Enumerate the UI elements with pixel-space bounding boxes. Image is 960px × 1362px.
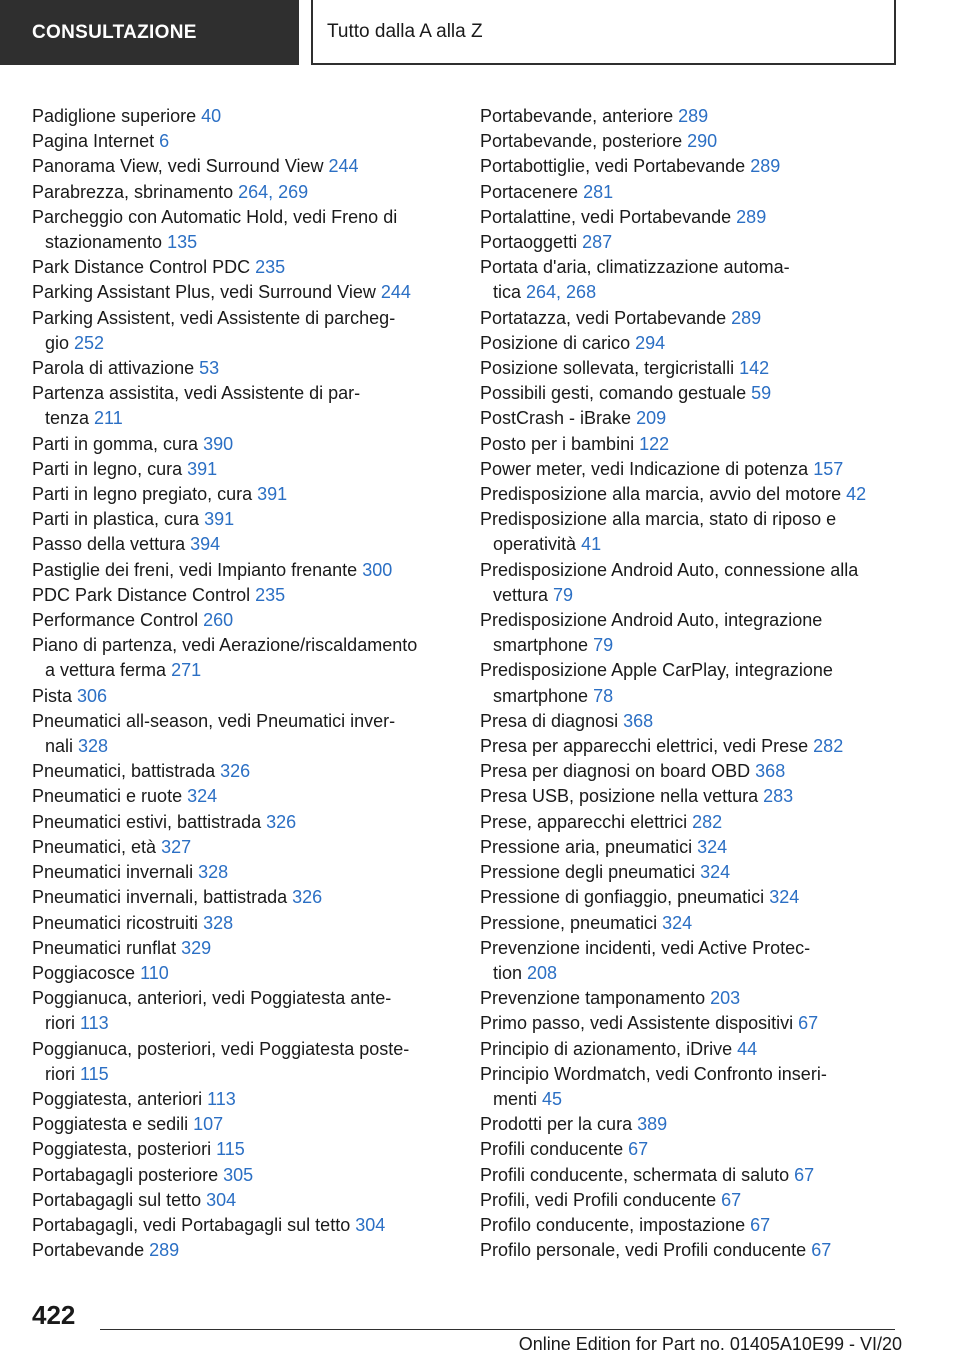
entry-term: riori [45, 1063, 80, 1084]
page-reference-link[interactable]: 305 [223, 1164, 254, 1185]
entry-term: Principio di azionamento, iDrive [480, 1038, 738, 1059]
page-reference-link[interactable]: 79 [593, 635, 614, 656]
index-entry [32, 1163, 442, 1188]
page-header [0, 0, 960, 66]
page-reference-link[interactable]: 289 [678, 106, 709, 126]
entry-term: tica [493, 282, 527, 303]
page-reference-link[interactable]: 391 [204, 509, 235, 530]
page-reference-link[interactable]: 329 [181, 937, 212, 958]
entry-term: Possibili gesti, comando gestuale [480, 383, 752, 404]
entry-term: Partenza assistita, vedi Assistente di par‐ [32, 383, 361, 404]
page-reference-link[interactable]: 59 [751, 383, 772, 404]
entry-term: Pneumatici invernali, battistrada [32, 887, 293, 908]
entry-term: Pressione degli pneumatici [480, 862, 701, 883]
entry-term: Panorama View, vedi Surround View [32, 156, 329, 177]
page-reference-link[interactable]: 328 [203, 912, 234, 933]
page-reference-link[interactable]: 324 [700, 862, 731, 883]
entry-term: Pagina Internet [32, 131, 160, 152]
entry-term: Park Distance Control PDC [32, 257, 256, 278]
index-entry [480, 255, 900, 305]
index-entry [32, 154, 442, 179]
index-entry [32, 860, 442, 885]
index-entry [480, 180, 900, 205]
index-entry [480, 709, 900, 734]
page-reference-link[interactable]: 235 [255, 584, 286, 605]
page-reference-link[interactable]: 368 [623, 710, 654, 731]
entry-term: Pneumatici all-season, vedi Pneumatici inver‐ [32, 710, 396, 731]
page-reference-link[interactable]: 157 [813, 458, 844, 479]
page-reference-link[interactable]: 6 [159, 131, 170, 152]
index-entry [480, 154, 900, 179]
page-reference-link[interactable]: 287 [582, 232, 613, 253]
index-column-left [32, 104, 442, 1263]
index-entry [480, 885, 900, 910]
index-entry [480, 406, 900, 431]
index-entry [32, 1087, 442, 1112]
page-number: 422 [32, 1300, 76, 1330]
page-reference-link[interactable]: 122 [639, 433, 670, 454]
page-reference-link[interactable]: 281 [583, 181, 614, 202]
entry-term: Pressione di gonfiaggio, pneumatici [480, 887, 770, 908]
index-entry [480, 432, 900, 457]
page-reference-link[interactable]: 289 [736, 206, 767, 227]
index-entry [480, 381, 900, 406]
page-reference-link[interactable]: 306 [77, 685, 108, 706]
entry-term: Power meter, vedi Indicazione di potenza [480, 458, 814, 479]
entry-term: Parking Assistant Plus, vedi Surround View [32, 282, 381, 303]
page-reference-link[interactable]: 110 [140, 962, 169, 983]
page-reference-link[interactable]: 42 [846, 484, 867, 505]
index-entry [32, 129, 442, 154]
page-reference-link[interactable]: 394 [190, 534, 221, 555]
entry-term: Portatazza, vedi Portabevande [480, 307, 732, 328]
entry-term: Portabottiglie, vedi Portabevande [480, 156, 751, 177]
entry-term: tion [493, 962, 528, 983]
index-entry [32, 633, 442, 683]
entry-term: Pressione, pneumatici [480, 912, 663, 933]
entry-term: vettura [493, 584, 554, 605]
index-entry [32, 1137, 442, 1162]
page-reference-link[interactable]: 211 [94, 408, 123, 429]
index-entry [32, 936, 442, 961]
page-reference-link[interactable]: 327 [161, 836, 192, 857]
index-entry [480, 1037, 900, 1062]
entry-term: Prevenzione incidenti, vedi Active Protec‐ [480, 937, 811, 958]
entry-term: Parti in plastica, cura [32, 509, 205, 530]
entry-term: Parabrezza, sbrinamento [32, 181, 239, 202]
page-reference-link[interactable]: 208 [527, 962, 558, 983]
entry-term: menti [493, 1088, 543, 1109]
page-reference-link[interactable]: 113 [207, 1088, 236, 1109]
index-entry [32, 1037, 442, 1087]
entry-term: Profili conducente, schermata di saluto [480, 1164, 795, 1185]
page-reference-link[interactable]: 135 [167, 232, 198, 253]
entry-term: Posto per i bambini [480, 433, 640, 454]
index-entry [32, 381, 442, 431]
index-column-right [480, 104, 900, 1263]
index-entry [32, 1188, 442, 1213]
entry-term: Pressione aria, pneumatici [480, 836, 698, 857]
index-entry [32, 482, 442, 507]
entry-term: Parti in legno, cura [32, 458, 188, 479]
index-entry [480, 1062, 900, 1112]
entry-term: Portabagagli posteriore [32, 1164, 224, 1185]
entry-term: Portaoggetti [480, 232, 583, 253]
entry-term: smartphone [493, 635, 594, 656]
entry-term: Poggiatesta, posteriori [32, 1139, 217, 1160]
entry-term: Predisposizione Apple CarPlay, integrazione [480, 660, 833, 681]
page-reference-link[interactable]: 389 [637, 1114, 668, 1135]
entry-term: Presa per diagnosi on board OBD [480, 761, 756, 782]
page-reference-link[interactable]: 300 [362, 559, 393, 580]
entry-term: Pneumatici e ruote [32, 786, 188, 807]
index-entry [480, 482, 900, 507]
index-entry [480, 911, 900, 936]
entry-term: Profili, vedi Profili conducente [480, 1189, 722, 1210]
index-entry [480, 658, 900, 708]
page-reference-link[interactable]: 115 [216, 1139, 245, 1160]
page-reference-link[interactable]: 326 [292, 887, 323, 908]
page-reference-link[interactable]: 67 [721, 1189, 742, 1210]
page-reference-link[interactable]: 324 [697, 836, 728, 857]
index-entry [32, 356, 442, 381]
index-entry [480, 936, 900, 986]
entry-term: Parti in gomma, cura [32, 433, 204, 454]
entry-term: Prese, apparecchi elettrici [480, 811, 693, 832]
page-reference-link[interactable]: 304 [206, 1189, 237, 1210]
index-entry [480, 129, 900, 154]
entry-term: Parking Assistent, vedi Assistente di parcheg‐ [32, 307, 396, 328]
index-entry [32, 835, 442, 860]
chapter-title: Tutto dalla A alla Z [311, 0, 896, 65]
index-entry [480, 558, 900, 608]
index-entry [480, 1011, 900, 1036]
entry-term: Portabagagli, vedi Portabagagli sul tetto [32, 1214, 356, 1235]
entry-term: Predisposizione alla marcia, avvio del motore [480, 484, 847, 505]
page-reference-link[interactable]: 368 [755, 761, 786, 782]
edition-note: Online Edition for Part no. 01405A10E99 - VI/20 [518, 1334, 902, 1354]
page-reference-link[interactable]: 328 [198, 862, 229, 883]
index-entry [480, 205, 900, 230]
entry-term: Portabevande [32, 1240, 150, 1261]
index-entry [480, 331, 900, 356]
entry-term: Posizione sollevata, tergicristalli [480, 358, 740, 379]
entry-term: riori [45, 1013, 80, 1034]
entry-term: Portabevande, posteriore [480, 131, 688, 152]
page-reference-link[interactable]: 391 [187, 458, 218, 479]
index-entry [480, 104, 900, 129]
index-entry [480, 1112, 900, 1137]
index-entry [32, 457, 442, 482]
entry-term: Poggiatesta, anteriori [32, 1088, 208, 1109]
entry-term: Parola di attivazione [32, 358, 200, 379]
entry-term: Pneumatici ricostruiti [32, 912, 204, 933]
index-entry [32, 432, 442, 457]
page-reference-link[interactable]: 244 [328, 156, 359, 177]
entry-term: Presa per apparecchi elettrici, vedi Prese [480, 736, 814, 757]
page-reference-link[interactable]: 326 [266, 811, 297, 832]
entry-term: Portacenere [480, 181, 584, 202]
page-reference-link[interactable]: 203 [710, 988, 741, 1009]
index-entry [32, 1238, 442, 1263]
entry-term: Pneumatici invernali [32, 862, 199, 883]
entry-term: smartphone [493, 685, 594, 706]
entry-term: Pneumatici, battistrada [32, 761, 221, 782]
index-entry [32, 180, 442, 205]
index-entry [32, 507, 442, 532]
index-entry [32, 306, 442, 356]
page-reference-link[interactable]: 289 [149, 1240, 180, 1261]
page-reference-link[interactable]: 252 [74, 332, 105, 353]
index-entry [32, 104, 442, 129]
index-entry [480, 306, 900, 331]
index-entry [480, 810, 900, 835]
index-entry [480, 1213, 900, 1238]
page-reference-link[interactable]: 67 [811, 1240, 832, 1261]
index-entry [32, 810, 442, 835]
entry-term: Performance Control [32, 610, 204, 631]
index-entry [32, 608, 442, 633]
page-reference-link[interactable]: 390 [203, 433, 234, 454]
page-reference-link[interactable]: 326 [220, 761, 251, 782]
page-reference-link[interactable]: 260 [203, 610, 234, 631]
entry-term: Poggianuca, anteriori, vedi Poggiatesta ante‐ [32, 988, 392, 1009]
page-reference-link[interactable]: 324 [187, 786, 218, 807]
entry-term: Poggiacosce [32, 962, 141, 983]
entry-term: Portalattine, vedi Portabevande [480, 206, 737, 227]
index-entry [32, 255, 442, 280]
entry-term: Presa USB, posizione nella vettura [480, 786, 764, 807]
index-entry [32, 961, 442, 986]
entry-term: tenza [45, 408, 95, 429]
index-entry [32, 709, 442, 759]
index-entry [480, 1238, 900, 1263]
entry-term: Predisposizione alla marcia, stato di riposo e [480, 509, 837, 530]
page-reference-link[interactable]: 67 [798, 1013, 819, 1034]
page-reference-link[interactable]: 67 [628, 1139, 649, 1160]
page-reference-link[interactable]: 289 [750, 156, 781, 177]
entry-term: Passo della vettura [32, 534, 191, 555]
entry-term: Pista [32, 685, 78, 706]
entry-term: Presa di diagnosi [480, 710, 624, 731]
page-reference-link[interactable]: 67 [794, 1164, 815, 1185]
index-entry [480, 835, 900, 860]
page-reference-link[interactable]: 304 [355, 1214, 386, 1235]
page-reference-link[interactable]: 283 [763, 786, 794, 807]
page-reference-link[interactable]: 289 [731, 307, 762, 328]
entry-term: PostCrash - iBrake [480, 408, 637, 429]
index-entry [480, 784, 900, 809]
index-entry [32, 885, 442, 910]
entry-term: Prevenzione tamponamento [480, 988, 711, 1009]
entry-term: Principio Wordmatch, vedi Confronto inseri‐ [480, 1063, 827, 1084]
index-entry [480, 734, 900, 759]
entry-term: Poggiatesta e sedili [32, 1114, 194, 1135]
entry-term: operatività [493, 534, 582, 555]
entry-term: Portata d'aria, climatizzazione automa‐ [480, 257, 790, 278]
entry-term: a vettura ferma [45, 660, 172, 681]
entry-term: Predisposizione Android Auto, integrazione [480, 610, 823, 631]
entry-term: Parti in legno pregiato, cura [32, 484, 258, 505]
entry-term: Portabagagli sul tetto [32, 1189, 207, 1210]
page-reference-link[interactable]: 209 [636, 408, 667, 429]
entry-term: Piano di partenza, vedi Aerazione/riscaldamento [32, 635, 418, 656]
entry-term: Portabevande, anteriore [480, 106, 679, 126]
index-entry [32, 986, 442, 1036]
index-entry [480, 860, 900, 885]
index-entry [480, 986, 900, 1011]
index-entry [32, 684, 442, 709]
entry-term: Posizione di carico [480, 332, 636, 353]
entry-term: Profilo conducente, impostazione [480, 1214, 751, 1235]
page-reference-link[interactable]: 294 [635, 332, 666, 353]
entry-term: PDC Park Distance Control [32, 584, 256, 605]
page-reference-link[interactable]: 282 [813, 736, 844, 757]
page-reference-link[interactable]: 264, 269 [238, 181, 309, 202]
index-entry [480, 759, 900, 784]
entry-term: gio [45, 332, 75, 353]
page-reference-link[interactable]: 282 [692, 811, 723, 832]
entry-term: Pastiglie dei freni, vedi Impianto frenante [32, 559, 363, 580]
entry-term: Primo passo, vedi Assistente dispositivi [480, 1013, 799, 1034]
entry-term: Profilo personale, vedi Profili conducente [480, 1240, 812, 1261]
index-entry [32, 784, 442, 809]
index-entry [32, 759, 442, 784]
entry-term: Predisposizione Android Auto, connessione alla [480, 559, 859, 580]
index-entry [480, 1188, 900, 1213]
entry-term: Pneumatici, età [32, 836, 162, 857]
page-reference-link[interactable]: 115 [80, 1063, 109, 1084]
index-entry [480, 608, 900, 658]
entry-term: Pneumatici estivi, battistrada [32, 811, 267, 832]
index-entry [32, 911, 442, 936]
entry-term: Padiglione superiore [32, 106, 202, 126]
entry-term: stazionamento [45, 232, 168, 253]
entry-term: Poggianuca, posteriori, vedi Poggiatesta poste‐ [32, 1038, 410, 1059]
entry-term: Pneumatici runflat [32, 937, 182, 958]
index-entry [32, 583, 442, 608]
index-entry [32, 280, 442, 305]
entry-term: Profili conducente [480, 1139, 629, 1160]
page-reference-link[interactable]: 391 [257, 484, 288, 505]
page-reference-link[interactable]: 79 [553, 584, 574, 605]
entry-term: Prodotti per la cura [480, 1114, 638, 1135]
index-entry [32, 205, 442, 255]
page-reference-link[interactable]: 107 [193, 1114, 224, 1135]
index-entry [32, 1112, 442, 1137]
index-entry [32, 532, 442, 557]
entry-term: Parcheggio con Automatic Hold, vedi Freno di [32, 206, 398, 227]
page-reference-link[interactable]: 44 [737, 1038, 758, 1059]
entry-term: nali [45, 736, 79, 757]
page-reference-link[interactable]: 40 [201, 106, 222, 126]
page-reference-link[interactable]: 78 [593, 685, 614, 706]
index-entry [480, 507, 900, 557]
section-tab: CONSULTAZIONE [0, 0, 299, 65]
page-reference-link[interactable]: 290 [687, 131, 718, 152]
index-entry [480, 1163, 900, 1188]
index-entry [32, 558, 442, 583]
index-entry [480, 356, 900, 381]
page-reference-link[interactable]: 113 [80, 1013, 109, 1034]
page-reference-link[interactable]: 67 [750, 1214, 771, 1235]
page-reference-link[interactable]: 264, 268 [526, 282, 597, 303]
page-reference-link[interactable]: 324 [662, 912, 693, 933]
page-reference-link[interactable]: 142 [739, 358, 770, 379]
page-reference-link[interactable]: 235 [255, 257, 286, 278]
page-reference-link[interactable]: 328 [78, 736, 109, 757]
page-reference-link[interactable]: 271 [171, 660, 202, 681]
index-entry [480, 457, 900, 482]
footer-divider [100, 1329, 895, 1330]
page-reference-link[interactable]: 41 [581, 534, 602, 555]
page-reference-link[interactable]: 53 [199, 358, 220, 379]
index-entry [480, 230, 900, 255]
page-reference-link[interactable]: 45 [542, 1088, 563, 1109]
page-reference-link[interactable]: 244 [380, 282, 411, 303]
page-reference-link[interactable]: 324 [769, 887, 800, 908]
index-entry [480, 1137, 900, 1162]
index-entry [32, 1213, 442, 1238]
